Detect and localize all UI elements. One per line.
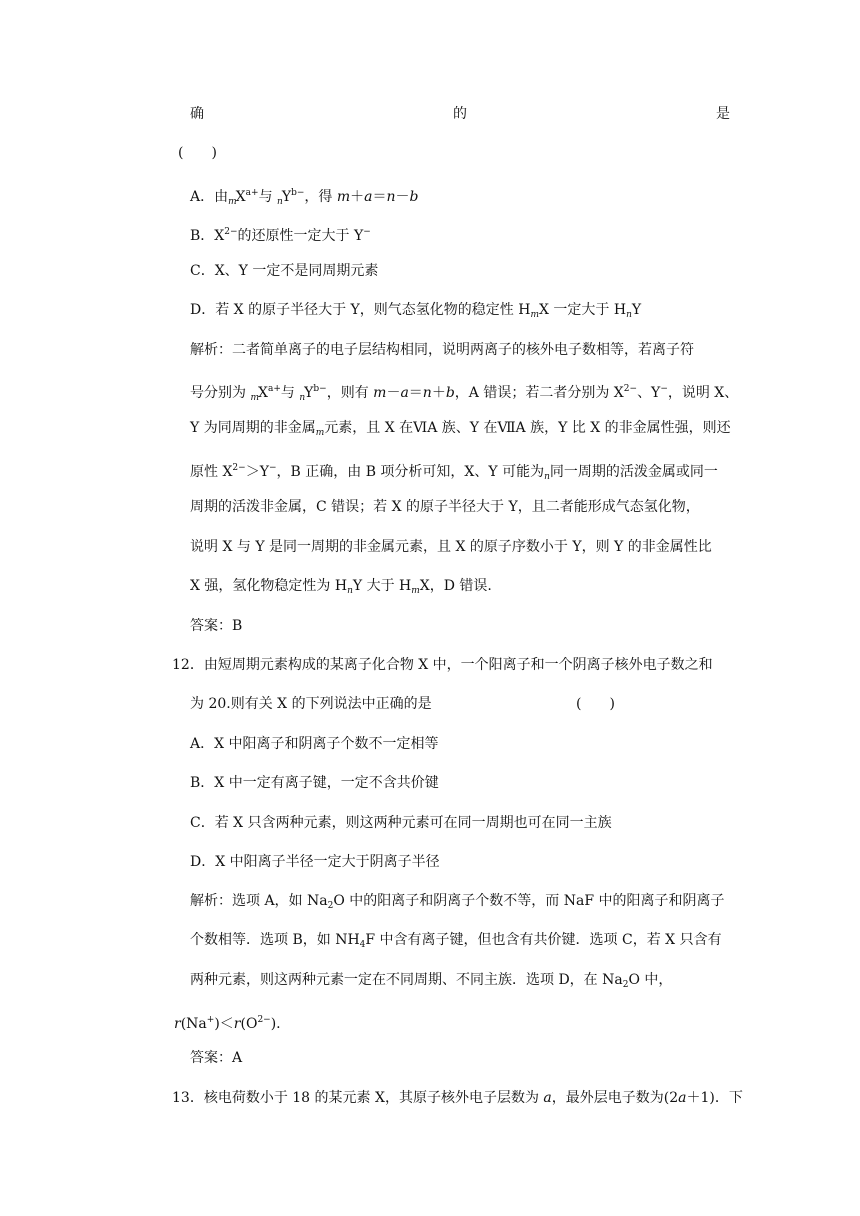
q11-analysis-line-5: 周期的活泼非金属，C 错误；若 X 的原子半径大于 Y，且二者能形成气态氢化物， <box>190 499 700 515</box>
q12-answer-bracket: ( ) <box>576 696 615 712</box>
q11-stem-word-2: 的 <box>453 106 467 122</box>
q12-stem-line-1: 12．由短周期元素构成的某离子化合物 X 中，一个阳离子和一个阴离子核外电子数之和 <box>172 657 713 673</box>
q11-analysis-line-7: X 强，氢化物稳定性为 $H_nY$ 大于 $H_mX$，D 错误. <box>190 578 492 596</box>
q12-analysis-line-1: 解析：选项 A，如 $Na_2O$ 中的阳离子和阴离子个数不等，而 NaF 中的阳离子和阴离子 <box>190 893 725 911</box>
q12-answer: 答案：A <box>190 1050 243 1066</box>
q11-stem-end <box>190 104 730 124</box>
q11-option-a: A．由$_mX^{a+}$与 $_nY^{b-}$，得 m＋a＝n－b <box>190 188 419 207</box>
q12-analysis-line-3: 两种元素，则这两种元素一定在不同周期、不同主族．选项 D，在 $Na_2O$ 中， <box>190 972 673 990</box>
q12-option-a: A．X 中阳离子和阴离子个数不一定相等 <box>190 736 439 752</box>
q11-option-c: C．X、Y 一定不是同周期元素 <box>190 263 379 279</box>
q12-analysis-line-4: $r(Na^+)<r(O^{2-})$. <box>174 1015 281 1032</box>
q11-option-d: D．若 X 的原子半径大于 Y，则气态氢化物的稳定性 $H_mX$ 一定大于 $H_nY$ <box>190 302 642 320</box>
q11-answer-bracket: ( ) <box>178 145 217 161</box>
q11-stem-word-3: 是 <box>716 106 730 122</box>
q11-analysis-line-4: 原性 $X^{2-}>Y^-$，B 正确，由 B 项分析可知，X、Y 可能为$_n$同一周期的活泼金属或同一 <box>190 463 718 482</box>
q11-analysis-line-1: 解析：二者简单离子的电子层结构相同，说明两离子的核外电子数相等，若离子符 <box>190 342 694 358</box>
q12-option-b: B．X 中一定有离子键，一定不含共价键 <box>190 775 439 791</box>
q12-stem-line-2: 为 20.则有关 X 的下列说法中正确的是 <box>190 696 432 712</box>
q12-analysis-line-2: 个数相等．选项 B，如 $NH_4F$ 中含有离子键，但也含有共价键．选项 C，若 X 只含有 <box>190 932 722 950</box>
q11-analysis-line-6: 说明 X 与 Y 是同一周期的非金属元素，且 X 的原子序数小于 Y，则 Y 的非金属性比 <box>190 539 712 555</box>
q11-analysis-line-2: 号分别为 $_mX^{a+}$与 $_nY^{b-}$，则有 m－a＝n＋b，A 错误；若二者分别为 $X^{2-}$、Y−，说明 X、 <box>190 384 739 403</box>
q12-option-c: C．若 X 只含两种元素，则这两种元素可在同一周期也可在同一主族 <box>190 815 612 831</box>
q12-option-d: D．X 中阳离子半径一定大于阴离子半径 <box>190 854 440 870</box>
q11-answer: 答案：B <box>190 618 243 634</box>
q13-stem-line-1: 13．核电荷数小于 18 的某元素 X，其原子核外电子层数为 a，最外层电子数为(2a＋1)．下 <box>172 1090 743 1106</box>
q11-analysis-line-3: Y 为同周期的非金属$_m$元素，且 X 在ⅥA 族、Y 在ⅦA 族，Y 比 X 的非金属性强，则还 <box>190 420 731 438</box>
q11-stem-word-1: 确 <box>190 106 204 122</box>
q11-option-b: B．$X^{2-}$的还原性一定大于 Y− <box>190 227 371 244</box>
